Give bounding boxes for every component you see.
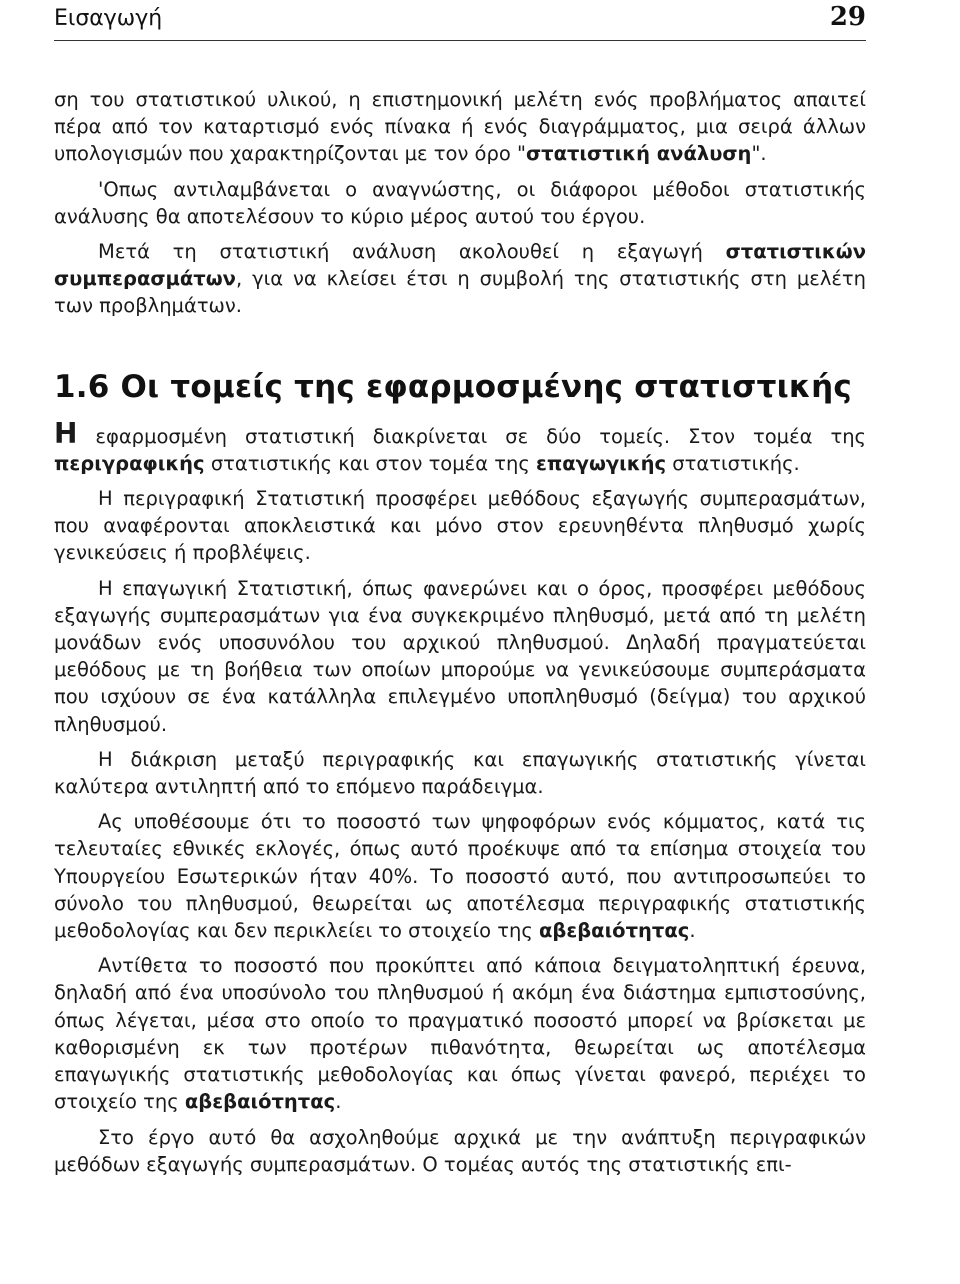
paragraph-6: Η επαγωγική Στατιστική, όπως φανερώνει και ο όρος, προσφέρει μεθόδους εξαγωγής συμπερασμάτων για ένα συγκεκριμένο πληθυσμό, μετά από τη μελέτη μονάδων ενός υποσυνόλου του αρχικού πληθυσμού. Δηλαδή πραγματεύεται μεθόδους με τη βοήθεια των οποίων μπορούμε να γενικεύσουμε συμπεράσματα που ισχύουν σε ένα κατάλληλα επιλεγμένο υποπληθυσμό (δείγμα) του αρχικού πληθυσμού. xyxy=(54,576,866,736)
text-run: ση του στατιστικού υλικού, η επιστημονική μελέτη ενός προβλήματος απαιτεί πέρα από τον καταρτισμό ενός πίνακα ή ενός διαγράμματος, μια σειρά άλλων υπολογισμών που χαρακτηρίζονται με τον όρο " xyxy=(54,88,866,166)
paragraph-10: Στο έργο αυτό θα ασχοληθούμε αρχικά με την ανάπτυξη περιγραφικών μεθόδων εξαγωγής συμπερασμάτων. Ο τομέας αυτός της στατιστικής επι- xyxy=(54,1125,866,1176)
page-number: 29 xyxy=(829,2,866,32)
paragraph-3 xyxy=(54,238,866,320)
text-run: εφαρμοσμένη στατιστική διακρίνεται σε δύο τομείς. Στον τομέα της xyxy=(77,424,866,448)
text-run: Μετά τη στατιστική ανάλυση ακολουθεί η εξαγωγή xyxy=(98,240,726,264)
paragraph-5: Η περιγραφική Στατιστική προσφέρει μεθόδους εξαγωγής συμπερασμάτων, που αναφέρονται αποκλειστικά και μόνο στον ερευνηθέντα πληθυσμό χωρίς γενικεύσεις ή προβλέψεις. xyxy=(54,487,866,565)
text-run: , για να κλείσει έτσι η συμβολή της στατιστικής στη μελέτη των προβλημάτων. xyxy=(54,267,866,318)
bold-term: αβεβαιότητας xyxy=(539,919,690,943)
text-run: στατιστικής και στον τομέα της xyxy=(204,451,536,475)
bold-term: αβεβαιότητας xyxy=(184,1090,336,1114)
bold-term: επαγωγικής xyxy=(535,451,667,475)
paragraph-4 xyxy=(54,416,866,477)
paragraph-8 xyxy=(54,808,866,944)
section-heading: 1.6 Οι τομείς της εφαρμοσμένης στατιστικής xyxy=(54,368,852,405)
bold-term: στατιστική ανάλυση xyxy=(525,142,752,166)
running-title: Εισαγωγή xyxy=(54,6,163,31)
drop-cap: Η xyxy=(54,416,78,450)
text-run: στατιστικής. xyxy=(666,451,800,475)
paragraph-1 xyxy=(54,86,866,168)
body-text xyxy=(54,86,866,1186)
text-run: . xyxy=(335,1090,342,1114)
text-run: ". xyxy=(751,142,767,166)
text-run: . xyxy=(689,919,696,943)
text-run: Ας υποθέσουμε ότι το ποσοστό των ψηφοφόρων ενός κόμματος, κατά τις τελευταίες εθνικές εκλογές, όπως αυτό προέκυψε από τα επίσημα στοιχεία του Υπουργείου Εσωτερικών ήταν 40%. Το ποσοστό αυτό, που αντιπροσωπεύει το σύνολο του πληθυσμού, θεωρείται ως αποτέλεσμα περιγραφικής στατιστικής μεθοδολογίας και δεν περικλείει το στοιχείο της xyxy=(54,810,866,943)
bold-term: στατιστικών συμπερασμάτων xyxy=(54,240,866,291)
paragraph-7: Η διάκριση μεταξύ περιγραφικής και επαγωγικής στατιστικής γίνεται καλύτερα αντιληπτή από το επόμενο παράδειγμα. xyxy=(54,747,866,799)
paragraph-2: 'Οπως αντιλαμβάνεται ο αναγνώστης, οι διάφοροι μέθοδοι στατιστικής ανάλυσης θα αποτελέσουν το κύριο μέρος αυτού του έργου. xyxy=(54,177,866,228)
text-run: Αντίθετα το ποσοστό που προκύπτει από κάποια δειγματοληπτική έρευνα, δηλαδή από ένα υποσύνολο του πληθυσμού ή ακόμη ένα διάστημα εμπιστοσύνης, όπως λέγεται, μέσα στο οποίο το πραγματικό ποσοστό μπορεί να βρίσκεται με καθορισμένη εκ των προτέρων πιθανότητα, θεωρείται ως αποτέλεσμα επαγωγικής στατιστικής μεθοδολογίας και όπως γίνεται φανερό, περιέχει το στοιχείο της xyxy=(54,954,866,1114)
paragraph-9 xyxy=(54,952,866,1115)
page-header xyxy=(54,2,866,41)
bold-term: περιγραφικής xyxy=(54,451,205,475)
